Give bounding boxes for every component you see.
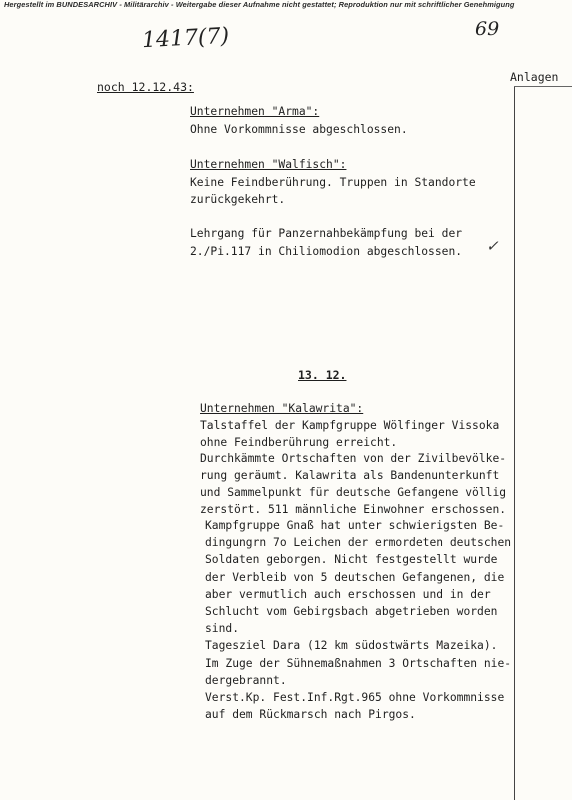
entry-lehrgang xyxy=(190,225,462,260)
entry-line: rung geräumt. Kalawrita als Bandenunterkunft xyxy=(200,469,500,483)
entry-line: ohne Feindberührung erreicht. xyxy=(200,435,398,449)
entry-line: Verst.Kp. Fest.Inf.Rgt.965 ohne Vorkommnisse xyxy=(205,691,505,705)
handwritten-check-mark: ✓ xyxy=(486,237,499,255)
entry-line: Durchkämmte Ortschaften von der Zivilbevölke- xyxy=(200,452,507,466)
margin-label-anlagen: Anlagen xyxy=(510,70,559,84)
entry-line: zerstört. 511 männliche Einwohner erschossen. xyxy=(200,502,507,516)
entry-line: zurückgekehrt. xyxy=(190,193,286,206)
entry-heading: Unternehmen "Kalawrita": xyxy=(200,402,364,415)
entry-line: Schlucht vom Gebirgsbach abgetrieben worden xyxy=(205,605,498,619)
handwritten-page-number: 69 xyxy=(475,18,500,40)
entry-line: Soldaten geborgen. Nicht festgestellt wurde xyxy=(205,553,498,567)
handwritten-document-number: 1417(7) xyxy=(141,23,230,54)
margin-top-rule xyxy=(514,86,572,87)
date-heading-13-12: 13. 12. xyxy=(298,368,347,382)
entry-line: Tagesziel Dara (12 km südostwärts Mazeika). xyxy=(205,639,498,653)
entry-line: Lehrgang für Panzernahbekämpfung bei der xyxy=(190,227,463,240)
entry-line: auf dem Rückmarsch nach Pirgos. xyxy=(205,708,416,722)
entry-line: dergebrannt. xyxy=(205,673,287,687)
archive-stamp-header: Hergestellt im BUNDESARCHIV - Militärarchiv - Weitergabe dieser Aufnahme nicht gestattet; Reproduktion nur mit schriftlicher Genehmigung xyxy=(4,0,515,9)
entry-line: aber vermutlich auch erschossen und in der xyxy=(205,587,491,601)
entry-kalawrita xyxy=(200,401,506,519)
entry-line: der Verbleib von 5 deutschen Gefangenen, die xyxy=(205,570,505,584)
entry-line: Keine Feindberührung. Truppen in Standorte xyxy=(190,175,476,189)
entry-kalawrita-continued xyxy=(205,517,511,723)
entry-arma xyxy=(190,103,408,138)
entry-line: Im Zuge der Sühnemaßnahmen 3 Ortschaften nie- xyxy=(205,656,512,670)
margin-vertical-rule xyxy=(514,87,515,800)
entry-line: dingungrn 7o Leichen der ermordeten deutschen xyxy=(205,536,512,550)
entry-line: Ohne Vorkommnisse abgeschlossen. xyxy=(190,122,408,136)
entry-line: Kampfgruppe Gnaß hat unter schwierigsten Be- xyxy=(205,519,505,532)
entry-walfisch xyxy=(190,156,476,209)
entry-line: sind. xyxy=(205,622,240,636)
entry-heading: Unternehmen "Arma": xyxy=(190,105,320,118)
entry-line: Talstaffel der Kampfgruppe Wölfinger Vissoka xyxy=(200,418,500,432)
entry-heading: Unternehmen "Walfisch": xyxy=(190,158,347,171)
entry-line: und Sammelpunkt für deutsche Gefangene völlig xyxy=(200,485,507,499)
entry-line: 2./Pi.117 in Chiliomodion abgeschlossen. xyxy=(190,244,463,258)
date-continuation: noch 12.12.43: xyxy=(97,80,194,94)
